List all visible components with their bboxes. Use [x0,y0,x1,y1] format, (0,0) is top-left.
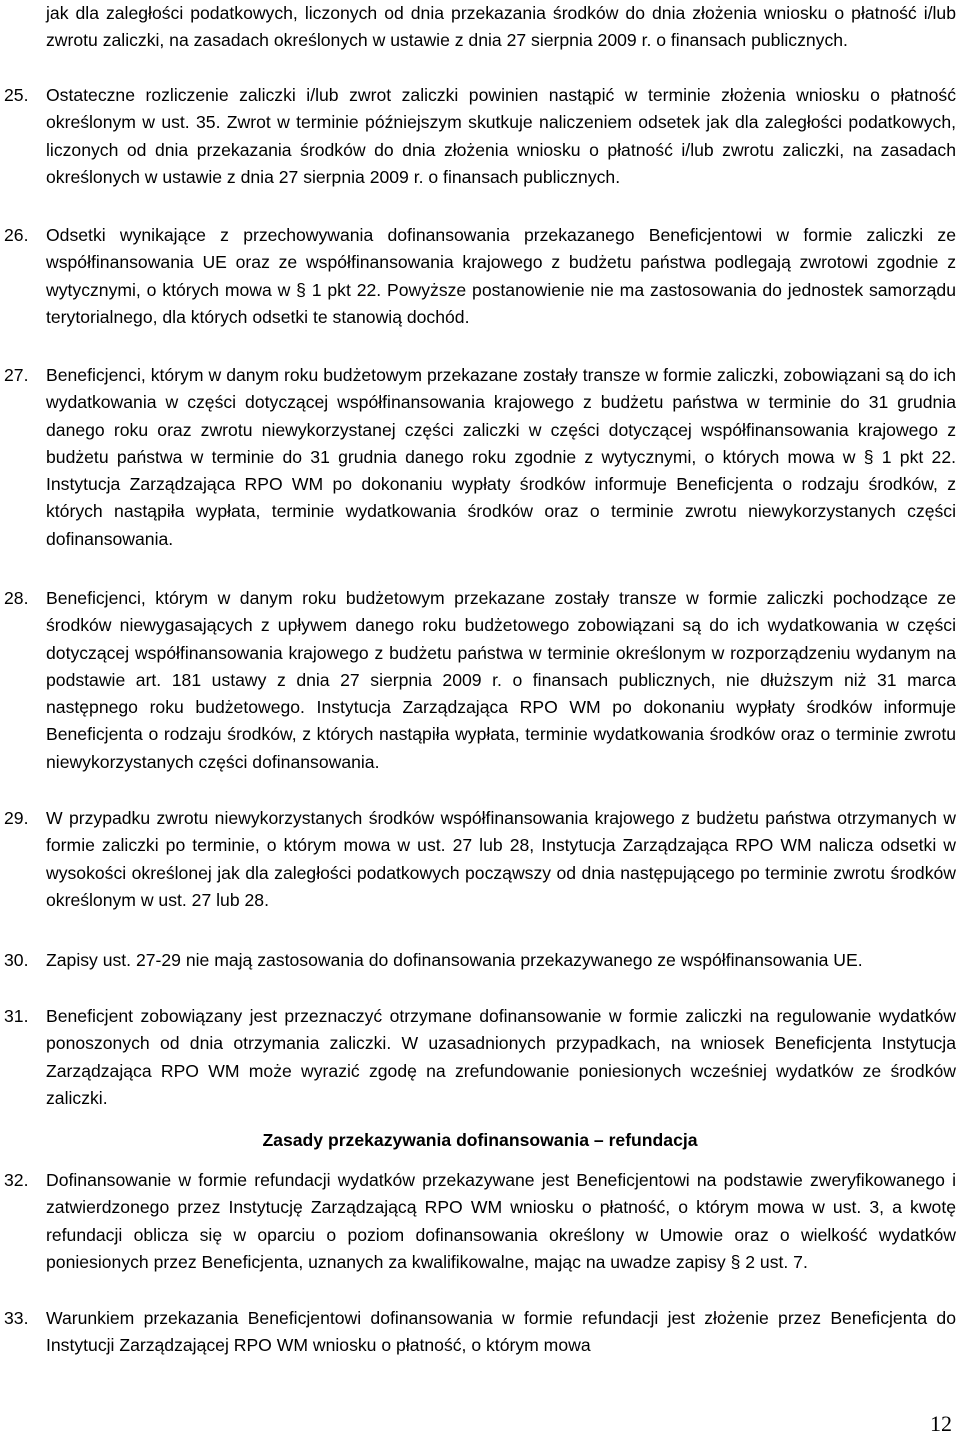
list-item [4,1305,956,1360]
item-number: 27. [4,365,29,385]
list-item [4,585,956,776]
item-text: Warunkiem przekazania Beneficjentowi dofinansowania w formie refundacji jest złożenie przez Beneficjenta do Instytucji Zarządzającej RPO WM wniosku o płatność, o którym mowa [46,1308,956,1356]
item-number: 29. [4,808,29,828]
list-item [4,362,956,553]
continuation-paragraph: jak dla zaległości podatkowych, liczonych od dnia przekazania środków do dnia złożenia wniosku o płatność i/lub zwrotu zaliczki, na zasadach określonych w ustawie z dnia 27 sierpnia 2009 r. o finansach publicznych. [46,3,956,51]
item-text: Odsetki wynikające z przechowywania dofinansowania przekazanego Beneficjentowi w formie zaliczki ze współfinansowania UE oraz ze współfinansowania krajowego z budżetu państwa podlegają zwrotowi zgodnie z wytycznymi, o których mowa w § 1 pkt 22. Powyższe postanowienie nie ma zastosowania do jednostek samorządu terytorialnego, dla których odsetki te stanowią dochód. [46,225,956,327]
section-heading: Zasady przekazywania dofinansowania – refundacja [262,1130,698,1150]
item-number: 31. [4,1006,29,1026]
item-number: 28. [4,588,29,608]
item-text: Dofinansowanie w formie refundacji wydatków przekazywane jest Beneficjentowi na podstawie zweryfikowanego i zatwierdzonego przez Instytucję Zarządzającą RPO WM wniosku o płatność, o którym mowa w ust. 3, a kwotę refundacji oblicza się w oparciu o poziom dofinansowania określony w Umowie oraz o wielkość wydatków poniesionych przez Beneficjenta, uznanych za kwalifikowalne, mając na uwadze zapisy § 2 ust. 7. [46,1170,956,1272]
list-item [4,805,956,914]
item-text: Ostateczne rozliczenie zaliczki i/lub zwrot zaliczki powinien nastąpić w terminie złożenia wniosku o płatność określonym w ust. 35. Zwrot w terminie późniejszym skutkuje naliczeniem odsetek jak dla zaległości podatkowych, liczonych od dnia przekazania środków do dnia złożenia wniosku o płatność i/lub zwrotu zaliczki, na zasadach określonych w ustawie z dnia 27 sierpnia 2009 r. o finansach publicznych. [46,85,956,187]
list-item [4,82,956,191]
item-number: 26. [4,225,29,245]
item-text: Beneficjenci, którym w danym roku budżetowym przekazane zostały transze w formie zaliczki, zobowiązani są do ich wydatkowania w części dotyczącej współfinansowania krajowego z budżetu państwa w terminie do 31 grudnia danego roku oraz zwrotu niewykorzystanej części zaliczki w części dotyczącej współfinansowania krajowego z budżetu państwa w terminie do 31 grudnia danego roku zgodnie z wytycznymi, o których mowa w § 1 pkt 22. Instytucja Zarządzająca RPO WM po dokonaniu wypłaty środków informuje Beneficjenta o rodzaju środków, z których nastąpiła wypłata, terminie wydatkowania środków oraz o terminie zwrotu niewykorzystanych części dofinansowania. [46,365,956,549]
item-text: Beneficjent zobowiązany jest przeznaczyć otrzymane dofinansowanie w formie zaliczki na regulowanie wydatków ponoszonych od dnia otrzymania zaliczki. W uzasadnionych przypadkach, na wniosek Beneficjenta Instytucja Zarządzająca RPO WM może wyrazić zgodę na zrefundowanie poniesionych wcześniej wydatków ze środków zaliczki. [46,1006,956,1108]
list-item [4,1167,956,1276]
list-item [4,1003,956,1112]
item-number: 33. [4,1308,29,1328]
item-number: 30. [4,950,29,970]
page-number: 12 [930,1411,952,1436]
item-text: Beneficjenci, którym w danym roku budżetowym przekazane zostały transze w formie zaliczki pochodzące ze środków niewygasających z upływem danego roku budżetowego zobowiązani są do ich wydatkowania w części dotyczącej współfinansowania krajowego z budżetu państwa w terminie określonym w rozporządzeniu wydanym na podstawie art. 181 ustawy z dnia 27 sierpnia 2009 r. o finansach publicznych, nie dłuższym niż 31 marca następnego roku budżetowego. Instytucja Zarządzająca RPO WM po dokonaniu wypłaty środków informuje Beneficjenta o rodzaju środków, z których nastąpiła wypłata, terminie wydatkowania środków oraz o terminie zwrotu niewykorzystanych części dofinansowania. [46,588,956,772]
list-item [4,222,956,331]
item-text: W przypadku zwrotu niewykorzystanych środków współfinansowania krajowego z budżetu państwa otrzymanych w formie zaliczki po terminie, o którym mowa w ust. 27 lub 28, Instytucja Zarządzająca RPO WM nalicza odsetki w wysokości określonej jak dla zaległości podatkowych począwszy od dnia następującego po terminie zwrotu środków określonym w ust. 27 lub 28. [46,808,956,910]
item-number: 25. [4,85,29,105]
list-item [4,947,956,974]
item-number: 32. [4,1170,29,1190]
item-text: Zapisy ust. 27-29 nie mają zastosowania do dofinansowania przekazywanego ze współfinansowania UE. [46,950,863,970]
